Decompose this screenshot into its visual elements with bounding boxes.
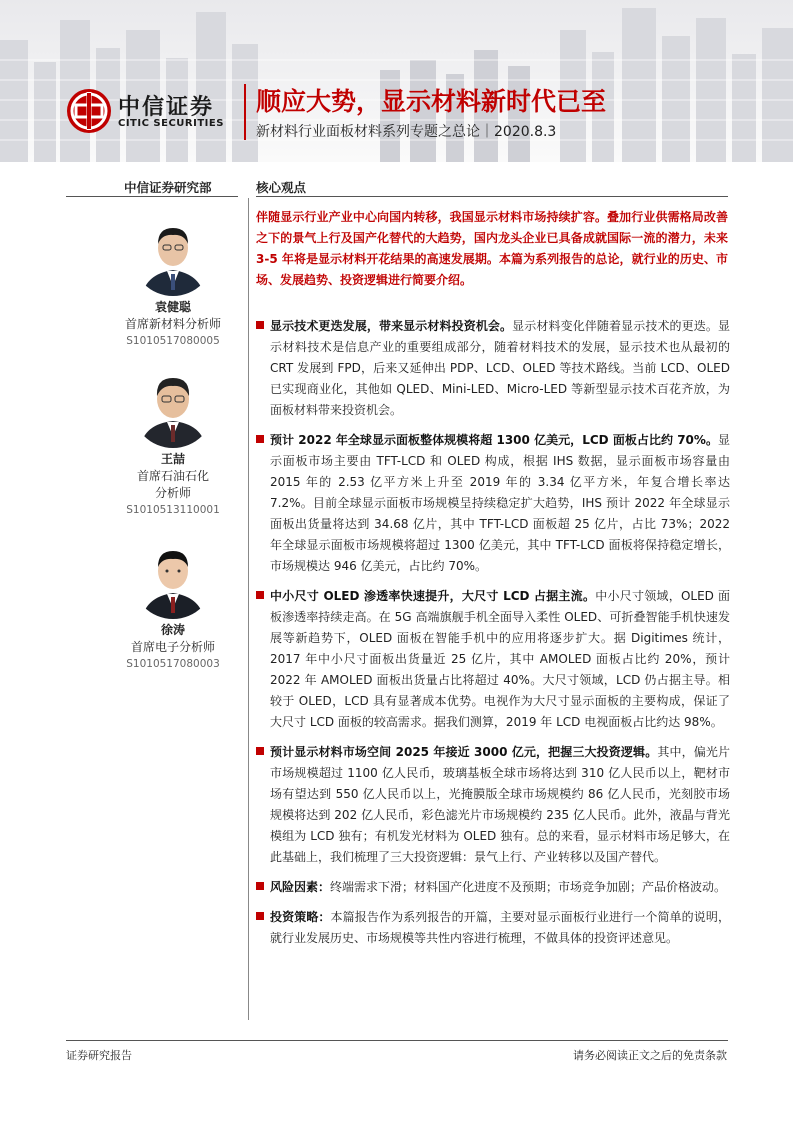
header-divider <box>244 84 246 140</box>
analyst-title-line2: 分析师 <box>154 486 191 500</box>
list-item <box>256 430 730 577</box>
footer-disclaimer-note: 请务必阅读正文之后的免责条款 <box>573 1049 727 1062</box>
bullet-lead: 预计 2022 年全球显示面板整体规模将超 1300 亿美元，LCD 面板占比约 70%。 <box>270 433 718 447</box>
analyst-title: 首席石油石化 <box>136 469 209 483</box>
list-item <box>256 586 730 733</box>
analyst-photo-icon <box>132 214 214 296</box>
avatar <box>132 214 214 296</box>
bullet-text: 终端需求下滑；材料国产化进度不及预期；市场竞争加剧；产品价格波动。 <box>330 880 727 894</box>
core-view-heading: 核心观点 <box>256 180 307 195</box>
bullet-marker <box>256 435 264 443</box>
report-title: 顺应大势，显示材料新时代已至 <box>256 87 607 116</box>
analyst-card <box>100 366 246 518</box>
bullet-marker <box>256 591 264 599</box>
analyst-photo-icon <box>132 537 214 619</box>
bullet-lead: 预计显示材料市场空间 2025 年接近 3000 亿元，把握三大投资逻辑。 <box>270 745 658 759</box>
analyst-license-id: S1010513110001 <box>126 504 220 516</box>
bullet-marker <box>256 912 264 920</box>
analyst-title: 首席电子分析师 <box>130 640 215 654</box>
research-dept-heading: 中信证券研究部 <box>124 180 212 195</box>
analyst-name: 徐涛 <box>160 623 185 637</box>
report-subtitle: 新材料行业面板材料系列专题之总论｜2020.8.3 <box>256 124 557 140</box>
analyst-card <box>100 214 246 349</box>
bullet-marker <box>256 882 264 890</box>
analyst-license-id: S1010517080005 <box>126 335 220 347</box>
footer-rule <box>66 1040 728 1041</box>
brand-name-cn: 中信证券 <box>118 95 215 120</box>
column-divider <box>248 198 249 1020</box>
list-item <box>256 877 730 898</box>
bullet-marker <box>256 321 264 329</box>
citic-logo <box>66 88 246 138</box>
bullet-text: 显示材料变化伴随着显示技术的更迭。显示材料技术是信息产业的重要组成部分，随着材料技术的发展，显示技术也从最初的 CRT 发展到 FPD，后来又延伸出 PDP、LCD、OLED 等技术路线。当前 LCD、OLED 已实现商业化，其他如 QLED、Mini-LED、Micro-LED 等新型显示技术百花齐放，为面板材料带来投资机会。 <box>270 319 730 417</box>
key-points-list <box>256 316 730 958</box>
bullet-text: 中小尺寸领域，OLED 面板渗透率持续走高。在 5G 高端旗舰手机全面导入柔性 OLED、可折叠智能手机快速发展等新趋势下，OLED 面板在智能手机中的应用将逐步扩大。据 Digitimes 统计，2017 年中小尺寸面板出货量近 25 亿片，其中 AMOLED 面板占比约 20%，预计 2022 年 AMOLED 面板出货量占比将超过 40%。大尺寸领域，LCD 仍占据主导。相较于 OLED，LCD 具有显著成本优势。电视作为大尺寸显示面板的主要构成，保证了大尺寸 LCD 面板的较高需求。据我们测算，2019 年 LCD 电视面板占比约达 98%。 <box>270 589 730 729</box>
analyst-license-id: S1010517080003 <box>126 658 220 670</box>
footer-report-type: 证券研究报告 <box>66 1049 132 1062</box>
bullet-lead: 风险因素： <box>270 880 331 894</box>
bullet-text: 其中，偏光片市场规模超过 1100 亿人民币，玻璃基板全球市场将达到 310 亿人民币以上，靶材市场有望达到 550 亿人民币以上，光掩膜版全球市场规模约 86 亿人民币，光刻胶市场规模将达到 202 亿人民币，彩色滤光片市场规模约 235 亿人民币。此外，液晶与背光模组为 LCD 独有；有机发光材料为 OLED 独有。总的来看，显示材料市场足够大，在此基础上，我们梳理了三大投资逻辑：景气上行、产业转移以及国产替代。 <box>270 745 730 864</box>
analyst-name: 王喆 <box>160 452 185 466</box>
bullet-lead: 投资策略： <box>270 910 331 924</box>
brand-name-en: CITIC SECURITIES <box>118 118 224 129</box>
right-heading-rule <box>256 196 728 197</box>
list-item <box>256 907 730 949</box>
bullet-lead: 中小尺寸 OLED 渗透率快速提升，大尺寸 LCD 占据主流。 <box>270 589 596 603</box>
core-view-summary: 伴随显示行业产业中心向国内转移，我国显示材料市场持续扩容。叠加行业供需格局改善之下的景气上行及国产化替代的大趋势，国内龙头企业已具备成就国际一流的潜力，未来 3-5 年将是显示材料开花结果的高速发展期。本篇为系列报告的总论，就行业的历史、市场、发展趋势、投资逻辑进行简要介绍。 <box>256 210 728 287</box>
analyst-photo-icon <box>132 366 214 448</box>
avatar <box>132 537 214 619</box>
bullet-lead: 显示技术更迭发展，带来显示材料投资机会。 <box>270 319 513 333</box>
list-item <box>256 316 730 421</box>
bullet-text: 显示面板市场主要由 TFT-LCD 和 OLED 构成，根据 IHS 数据，显示面板市场容量由 2015 年的 2.53 亿平方米上升至 2019 年的 3.34 亿平方米，年复合增长率达 7.2%。目前全球显示面板市场规模呈持续稳定扩大趋势，IHS 预计 2022 年全球显示面板出货量将达到 34.68 亿片，其中 TFT-LCD 面板超 25 亿片，占比 73%；2022 年全球显示面板市场规模将超过 1300 亿美元，其中 TFT-LCD 面板将保持稳定增长，市场规模达 946 亿美元，占比约 70%。 <box>270 433 730 573</box>
analyst-title: 首席新材料分析师 <box>124 317 221 331</box>
citic-emblem-icon <box>66 88 112 134</box>
left-heading-rule <box>66 196 238 197</box>
analyst-name: 袁健聪 <box>154 300 191 314</box>
bullet-text: 本篇报告作为系列报告的开篇，主要对显示面板行业进行一个简单的说明，就行业发展历史、市场规模等共性内容进行梳理，不做具体的投资评述意见。 <box>270 910 730 945</box>
avatar <box>132 366 214 448</box>
analyst-card <box>100 537 246 672</box>
bullet-marker <box>256 747 264 755</box>
list-item <box>256 742 730 868</box>
